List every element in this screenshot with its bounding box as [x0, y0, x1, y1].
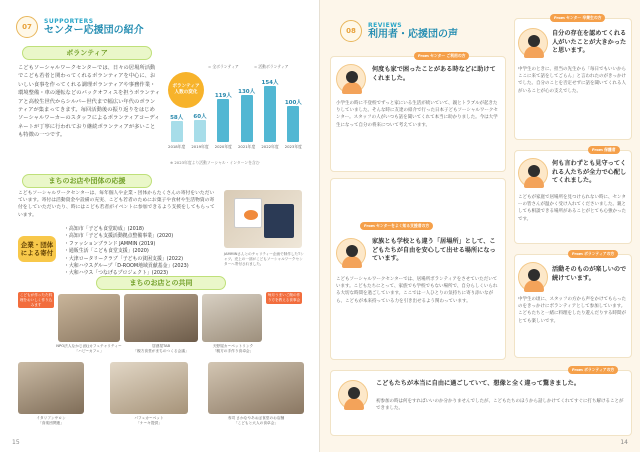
section-number: 08 — [340, 20, 362, 42]
chart-x-label: 2020年度 — [214, 144, 232, 149]
review-title-5: 活動そのものが楽しいので続けています。 — [552, 266, 627, 282]
event-photo-2-caption: 居酒屋TAB 「親方食堂がまちのつくる会議」 — [133, 344, 189, 353]
review-title-3: 自分の存在を認めてくれる人がいたことが大きかったと思います。 — [552, 30, 627, 55]
reviewer-avatar-3 — [518, 28, 548, 58]
event-photo-5 — [110, 362, 188, 414]
event-photo-4 — [18, 362, 84, 414]
chart-bar — [264, 86, 276, 142]
chart-value-label: 130人 — [238, 88, 256, 95]
donor-badge: 企業・団体 による寄付 — [18, 236, 56, 262]
donor-item: ・ 通販生活「こども食堂支援」(2020) — [64, 248, 189, 255]
chart-badge: ボランティア 人数の変化 — [168, 72, 204, 108]
donor-item: ・ 大和ハウスグループ「D-ROOM地域貢献基金」(2023) — [64, 263, 189, 270]
chart-bar — [217, 99, 229, 142]
reviewer-avatar-6 — [338, 380, 368, 410]
review-body-2: こどもソーシャルワークセンターでは、居場所ボランティアをさせていただいています。こどもたちにとって、家族でも学校でもない場所で、自分らしくいられる大切な時間を過ごしています。ここでは一人ひとりの気持ちに寄り添いながら、こどもが本来持っている力を引き出せるよう関わっています。 — [336, 277, 498, 304]
chart-value-label: 60人 — [193, 114, 207, 121]
event-photo-1-caption: NPO法人なかじ(仮)カフェチャリティー「ハピーカフェ」 — [56, 344, 122, 353]
review-tag-5: From ボランティアの方 — [568, 250, 618, 258]
section-number: 07 — [16, 16, 38, 38]
event-photo-3-caption: 天野屋カーペットリンク 「親方の手作り食卓会」 — [212, 344, 254, 353]
review-tag-6: From ボランティアの方 — [568, 366, 618, 374]
event-photo-5-caption: パフェカーペット 「ケーキ提供」 — [134, 416, 164, 425]
chart-x-label: 2023年度 — [284, 144, 302, 149]
section-header-reviews — [340, 20, 458, 42]
event-photo-6 — [208, 362, 304, 414]
reviewer-avatar-4 — [518, 158, 548, 188]
section-header-supporters — [16, 16, 144, 38]
event-pill: まちのお店との共同 — [96, 276, 226, 290]
review-tag-4: From 保護者 — [588, 146, 620, 154]
sticker-right: 毎月うまいご飯の作り方を教える食事会 — [267, 293, 301, 302]
donor-item: ・ 大和ハウス「つなげるプロジェクト」(2023) — [64, 270, 189, 277]
chart-value-label: 119人 — [214, 92, 232, 99]
chart-bar — [287, 106, 299, 142]
volunteer-chart — [165, 62, 305, 156]
review-tag-2: From センターをよく知る支援者の方 — [360, 222, 433, 230]
donor-body: こどもソーシャルワークセンターは、毎年個人や企業・団体からたくさんの寄付をいただいています。寄付は活動資金や設備の充実、こども若者のためにお菓子や食材や生活物資の寄付をしていただいたり、時にはこども若者がイベントに参加できるよう支援をしてもらっています。 — [18, 191, 215, 218]
chart-x-label: 2021年度 — [238, 144, 256, 149]
event-photo-2 — [124, 294, 198, 342]
chart-bar — [194, 120, 206, 142]
page-number-left: 15 — [12, 439, 20, 446]
review-title-2: 家族とも学校とも違う「居場所」として、こどもたちが自由を安心して出せる場所になっています。 — [372, 238, 496, 263]
sticker-left: こどもが作ったた料理をおいしく作り込みます — [19, 293, 53, 307]
donor-item: ・ 大津ロータリークラブ「子どもの貧困支援」(2022) — [64, 256, 189, 263]
section-jp-title: 利用者・応援団の声 — [368, 29, 458, 40]
right-page — [320, 0, 640, 452]
chart-x-label: 2019年度 — [191, 144, 209, 149]
review-body-6: 初参加の時は何をすればいいのか分かりませんでしたが、こどもたちのほうから話しかけてくれてすぐに打ち解けることができました。 — [376, 399, 624, 412]
event-photo-3 — [202, 294, 262, 342]
chart-legend-all: = 全ボランティア — [208, 64, 239, 69]
volunteer-pill: ボランティア — [22, 46, 152, 60]
donor-item: ・ ファッションブランド JAMMIN (2019) — [64, 241, 189, 248]
chart-x-label: 2018年度 — [168, 144, 186, 149]
chart-legend-active: = 活動ボランティア — [254, 64, 289, 69]
chart-value-label: 100人 — [284, 99, 302, 106]
chart-bar — [241, 95, 253, 142]
review-tag-3: From センター 卒業生の方 — [550, 14, 605, 22]
event-photo-6-caption: 寿司 さかなやあおば食堂のお店舗 「こどもと大人の食卓会」 — [227, 416, 285, 425]
review-body-4: こどもが家庭で居場所を見つけられない時に、センターの皆さんが温かく受け入れてくださいました。親としても相談できる場所があることがとても心強かったです。 — [518, 195, 626, 222]
review-title-4: 何も言わずとも見守ってくれる人たちが全力で心配してくれました。 — [552, 160, 627, 185]
chart-value-label: 58人 — [170, 114, 184, 121]
section-en-title: SUPPORTERS — [44, 18, 94, 25]
reviewer-avatar-1 — [336, 64, 366, 94]
donor-photo — [224, 190, 302, 248]
event-photo-4-caption: イタリアンサロン 「食楽団関連」 — [36, 416, 66, 425]
donor-photo-caption: JAMMINさんとのチャリティー企画で制作したTシャツ。売上の一部がこどもソーシャルワークセンターへ寄付されました。 — [224, 252, 304, 266]
donor-item: ・ 高知市「子ども食堂助成」(2018) — [64, 226, 189, 233]
volunteer-body: こどもソーシャルワークセンターでは、日々の居場所活動でこども若者と関わってくれるボランティアを中心に、おいしい食事を作ってくれる調理ボランティアや事務作業・環境整備・車の運転などのバックオフィスを担うボランティアと高校生世代からシルバー世代まで幅広い年代のボランティアが集まってきます。毎回活動後の振り返りをはじめソーシャルワーカーのスタッフによるボランティアコーディネートが丁寧に行われており継続ボランティアが多いことも特徴の一つです。 — [18, 65, 161, 139]
reviewer-avatar-2 — [336, 238, 366, 268]
page-number-right: 14 — [620, 439, 628, 446]
chart-x-label: 2022年度 — [261, 144, 279, 149]
review-body-3: 中学生のときに、担当の先生から「毎日でもいいからここに来て話をしてごらん」と言われたのがきっかけでした。自分のことを否定せずに話を聞いてくれる人がいることが心の支えでした。 — [518, 67, 626, 94]
review-body-5: 中学生の頃に、スタッフの方から声をかけてもらったのをきっかけにボランティアとして参加しています。こどもたちと一緒に料理をしたり遊んだりする時間がとても楽しいです。 — [518, 297, 626, 324]
donor-list — [64, 226, 189, 278]
review-card-2 — [330, 178, 506, 360]
review-title-1: 何度も家で困ったことがある時などに助けてくれました。 — [372, 66, 496, 82]
donor-pill: まちのお店や団体の応援 — [22, 174, 152, 188]
section-jp-title: センター応援団の紹介 — [44, 25, 144, 36]
donor-item: ・ 高知市「子ども支援活動拠点整備事業」(2020) — [64, 233, 189, 240]
event-photo-1 — [58, 294, 120, 342]
reviewer-avatar-5 — [518, 262, 548, 292]
section-en-title: REVIEWS — [368, 22, 403, 29]
review-title-6: こどもたちが本当に自由に過ごしていて、想像と全く違って驚きました。 — [376, 380, 581, 387]
chart-value-label: 154人 — [261, 79, 279, 86]
chart-note: ※ 2023年度より活動ソーシャル・インターンを含む — [170, 160, 260, 165]
chart-bar — [171, 121, 183, 142]
review-tag-1: From センター ご利用の方 — [414, 52, 469, 60]
review-body-1: 小学生の時に不登校でずっと家にいる生活が続いていて、親とトラブルが起きたりしていました。そんな時に友達の紹介で行った日本子どもソーシャルワークセンター。スタッフの人がいつも話を聞いてくれて本当に助かりました。今は大学生になって自分の将来について考えています。 — [336, 101, 498, 128]
